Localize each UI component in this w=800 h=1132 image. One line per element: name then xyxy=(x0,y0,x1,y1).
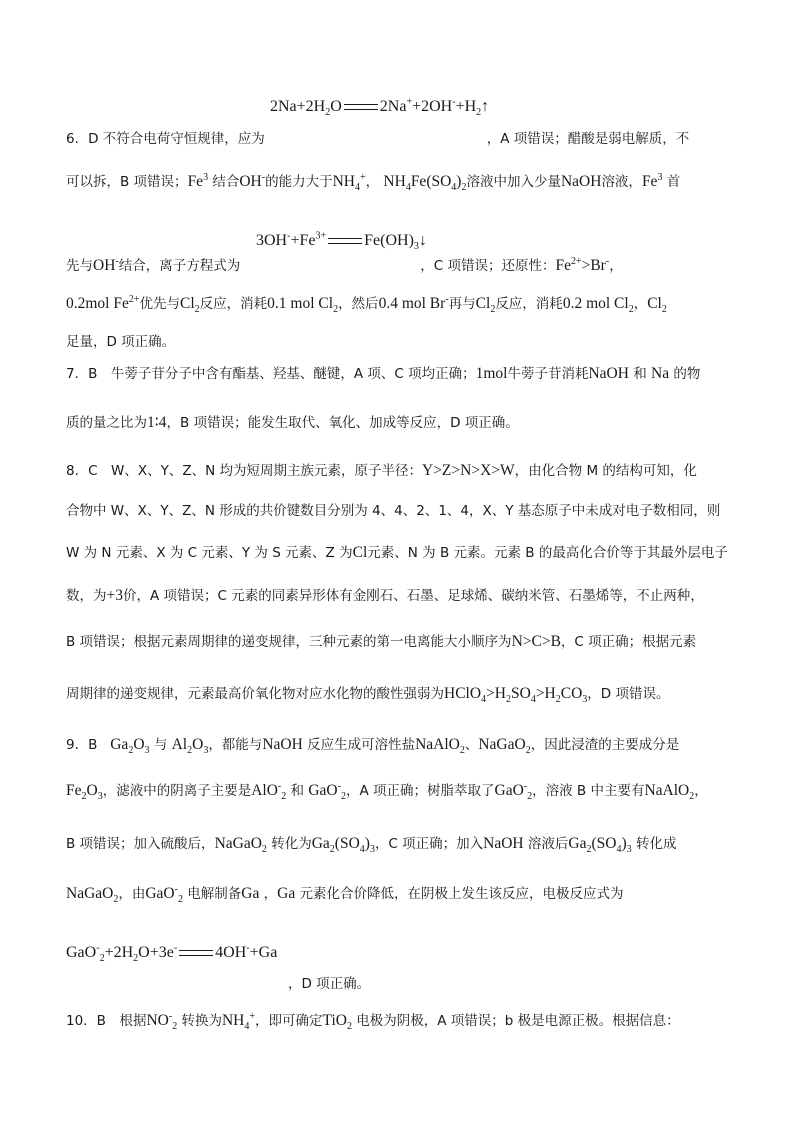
q7-line1: 7．B 牛蒡子苷分子中含有酯基、羟基、醚键，A 项、C 项均正确；1mol牛蒡子苷消耗NaOH 和 Na 的物 xyxy=(66,365,701,382)
q8-line3: W 为 N 元素、X 为 C 元素、Y 为 S 元素、Z 为Cl元素、N 为 B 元素。元素 B 的最高化合价等于其最外层电子 xyxy=(66,544,728,561)
q8-line4: 数，为+3价，A 项错误；C 元素的同素异形体有金刚石、石墨、足球烯、碳纳米管、石墨烯等，不止两种， xyxy=(66,587,704,604)
q9-line5: ，D 项正确。 xyxy=(288,976,371,992)
q9-line3: B 项错误；加入硫酸后，NaGaO$_2$ 转化为$Ga_2(SO_4)_3$，C 项正确；加入NaOH 溶液后$Ga_2(SO_4)_3$ 转化成 xyxy=(66,835,677,856)
q10-line1: 10．B 根据$NO^-_2$ 转换为$NH_4^+$，即可确定TiO$_2$ 电极为阴极，A 项错误；b 极是电源正极。根据信息： xyxy=(66,1010,680,1033)
equation-fe-hydroxide: $3OH^-+Fe^{3+}$ $Fe(OH)_3↓$ xyxy=(256,230,427,253)
q6-line2: 可以拆，B 项错误；Fe$^3$ 结合OH-的能力大于$NH_4^+$， $NH_4Fe(SO_4)_2$溶液中加入少量NaOH溶液，Fe$^3$ 首 xyxy=(66,171,681,194)
q6-line1: 6．D 不符合电荷守恒规律，应为 ，A 项错误；醋酸是弱电解质，不 xyxy=(66,131,690,147)
q6-line3: 先与OH-结合，离子方程式为 ，C 项错误；还原性：$Fe^{2+}>Br^-$， xyxy=(66,255,623,274)
q9-line4: NaGaO$_2$，由GaO-$_2$ 电解制备Ga ，Ga 元素化合价降低，在阴极上发生该反应，电极反应式为 xyxy=(66,883,624,906)
equation-gallium-electrode: $GaO^-_2+2H_2O+3e^-$ 4OH-+Ga xyxy=(66,942,278,965)
q8-line6: 周期律的递变规律，元素最高价氧化物对应水化物的酸性强弱为$HClO_4>H_2SO_4>H_2CO_3$，D 项错误。 xyxy=(66,685,670,706)
q8-line1: 8．C W、X、Y、Z、N 均为短周期主族元素，原子半径：Y>Z>N>X>W，由化合物 M 的结构可知，化 xyxy=(66,462,697,479)
q6-line4: 0.2mol $Fe^{2+}$优先与$Cl_2$反应，消耗0.1 mol $Cl_2$，然后0.4 mol Br-再与$Cl_2$反应，消耗0.2 mol $Cl_2$，$Cl_2$ xyxy=(66,293,667,316)
q6-line5: 足量，D 项正确。 xyxy=(66,334,176,350)
q8-line5: B 项错误；根据元素周期律的递变规律，三种元素的第一电离能大小顺序为N>C>B，C 项正确；根据元素 xyxy=(66,633,697,650)
equation-na-water: $2Na+2H_2O$ $2Na^++2OH^-+H_2↑$ xyxy=(270,96,490,119)
q7-line2: 质的量之比为1∶4，B 项错误；能发生取代、氧化、加成等反应，D 项正确。 xyxy=(66,414,519,431)
q8-line2: 合物中 W、X、Y、Z、N 形成的共价键数目分别为 4、4、2、1、4，X、Y 基态原子中未成对电子数相同，则 xyxy=(66,503,721,519)
q9-line1: 9．B $Ga_2O_3$ 与 $Al_2O_3$，都能与NaOH 反应生成可溶性盐NaAlO$_2$、NaGaO$_2$，因此浸渣的主要成分是 xyxy=(66,736,680,757)
q9-line2: $Fe_2O_3$，滤液中的阴离子主要是AlO-$_2$ 和 GaO-$_2$，A 项正确；树脂萃取了GaO-$_2$，溶液 B 中主要有NaAlO$_2$， xyxy=(66,780,708,803)
